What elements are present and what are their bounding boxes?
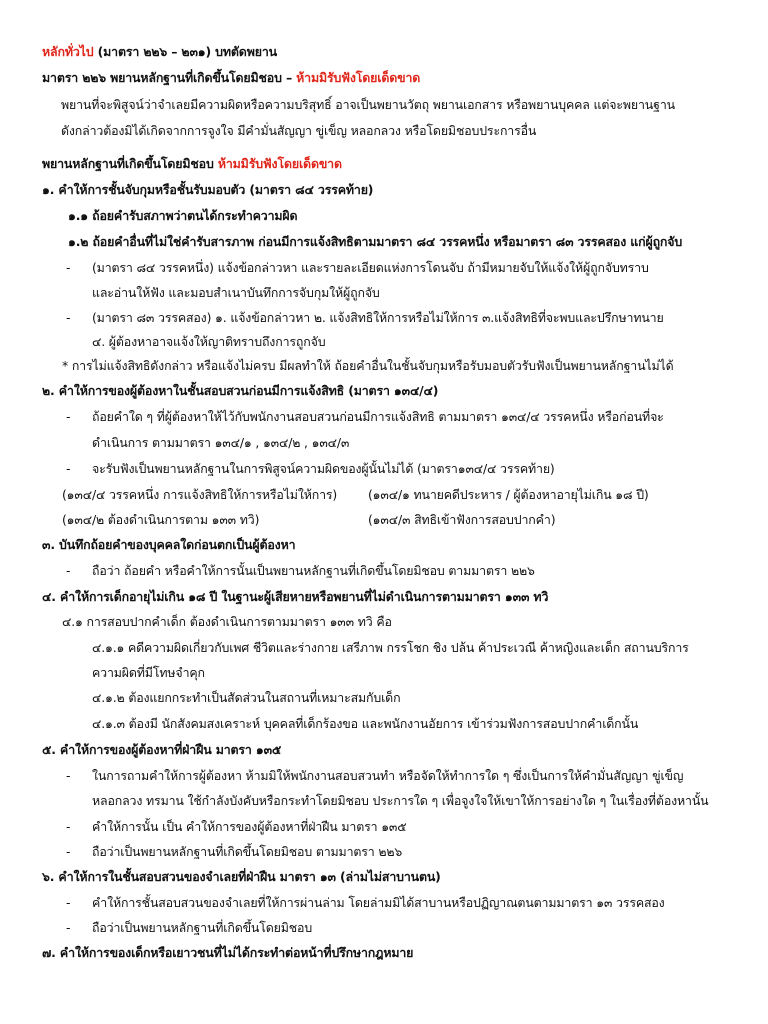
item-2-detail-1-line2: ดำเนินการ ตามมาตรา ๑๓๔/๑ , ๑๓๔/๒ , ๑๓๔/๓ bbox=[92, 435, 350, 450]
item-1-detail-1-line1: (มาตรา ๘๔ วรรคหนึ่ง) แจ้งข้อกล่าวหา และรายละเอียดแห่งการโดนจับ ถ้ามีหมายจับให้แจ้งให้ผู้ถูกจับทราบ bbox=[92, 260, 649, 275]
item-6-detail-1: คำให้การชั้นสอบสวนของจำเลยที่ให้การผ่านล่าม โดยล่ามมิได้สาบานหรือปฏิญาณตนตามมาตรา ๑๓ วรรคสอง bbox=[92, 895, 665, 910]
illegal-evidence-heading: พยานหลักฐานที่เกิดขึ้นโดยมิชอบ ห้ามมิรับฟังโดยเด็ดขาด bbox=[42, 156, 342, 171]
section-226-text-line2: ดังกล่าวต้องมิได้เกิดจากการจูงใจ มีคำมั่นสัญญา ขู่เข็ญ หลอกลวง หรือโดยมิชอบประการอื่น bbox=[61, 123, 537, 138]
item-2-detail-2: จะรับฟังเป็นพยานหลักฐานในการพิสูจน์ความผิดของผู้นั้นไม่ได้ (มาตรา๑๓๔/๔ วรรคท้าย) bbox=[92, 461, 555, 476]
bullet-dash: - bbox=[66, 310, 71, 325]
bullet-dash: - bbox=[66, 260, 71, 275]
item-1-title: ๑. คำให้การชั้นจับกุมหรือชั้นรับมอบตัว (มาตรา ๘๔ วรรคท้าย) bbox=[42, 182, 374, 197]
item-5-detail-3: ถือว่าเป็นพยานหลักฐานที่เกิดขึ้นโดยมิชอบ ตามมาตรา ๒๒๖ bbox=[92, 844, 403, 859]
bullet-dash: - bbox=[66, 844, 71, 859]
item-4-1-1-line2: ความผิดที่มีโทษจำคุก bbox=[92, 665, 205, 680]
item-1-detail-2-line2: ๔. ผู้ต้องหาอาจแจ้งให้ญาติทราบถึงการถูกจับ bbox=[92, 334, 326, 349]
bullet-dash: - bbox=[66, 461, 71, 476]
item-4-title: ๔. คำให้การเด็กอายุไม่เกิน ๑๘ ปี ในฐานะผู้เสียหายหรือพยานที่ไม่ดำเนินการตามมาตรา ๑๓๓ ทวิ bbox=[42, 589, 549, 604]
item-2-ref-134-3: (๑๓๔/๓ สิทธิเข้าฟังการสอบปากคำ) bbox=[368, 512, 556, 527]
item-2-detail-1-line1: ถ้อยคำใด ๆ ที่ผู้ต้องหาให้ไว้กับพนักงานสอบสวนก่อนมีการแจ้งสิทธิ ตามมาตรา ๑๓๔/๔ วรรคหนึ่ง หรือก่อนที่จะ bbox=[92, 409, 664, 424]
item-4-1-2: ๔.๑.๒ ต้องแยกกระทำเป็นสัดส่วนในสถานที่เหมาะสมกับเด็ก bbox=[92, 690, 401, 705]
item-2-ref-134-1: (๑๓๔/๑ ทนายคดีประหาร / ผู้ต้องหาอายุไม่เกิน ๑๘ ปี) bbox=[368, 487, 649, 502]
general-principle-title: หลักทั่วไป (มาตรา ๒๒๖ – ๒๓๑) บทตัดพยาน bbox=[42, 44, 277, 59]
item-7-title: ๗. คำให้การของเด็กหรือเยาวชนที่ไม่ได้กระทำต่อหน้าที่ปรึกษากฎหมาย bbox=[42, 945, 414, 960]
item-3-title: ๓. บันทึกถ้อยคำของบุคคลใดก่อนตกเป็นผู้ต้องหา bbox=[42, 537, 296, 552]
item-4-1: ๔.๑ การสอบปากคำเด็ก ต้องดำเนินการตามมาตรา ๑๓๓ ทวิ คือ bbox=[62, 614, 392, 629]
item-1-2: ๑.๒ ถ้อยคำอื่นที่ไม่ใช่คำรับสารภาพ ก่อนมีการแจ้งสิทธิตามมาตรา ๘๔ วรรคหนึ่ง หรือมาตรา ๘๓ วรรคสอง แก่ผู้ถูกจับ bbox=[68, 234, 683, 249]
item-4-1-3: ๔.๑.๓ ต้องมี นักสังคมสงเคราะห์ บุคคลที่เด็กร้องขอ และพนักงานอัยการ เข้าร่วมฟังการสอบปากคำเด็กนั้น bbox=[92, 716, 639, 731]
item-5-detail-1-line2: หลอกลวง ทรมาน ใช้กำลังบังคับหรือกระทำโดยมิชอบ ประการใด ๆ เพื่อจูงใจให้เขาให้การอย่างใด ๆ ในเรื่องที่ต้องหานั้น bbox=[92, 793, 709, 808]
bullet-dash: - bbox=[66, 819, 71, 834]
item-3-detail-1: ถือว่า ถ้อยคำ หรือคำให้การนั้นเป็นพยานหลักฐานที่เกิดขึ้นโดยมิชอบ ตามมาตรา ๒๒๖ bbox=[92, 563, 535, 578]
item-5-detail-2: คำให้การนั้น เป็น คำให้การของผู้ต้องหาที่ฝ่าฝืน มาตรา ๑๓๕ bbox=[92, 819, 407, 834]
bullet-dash: - bbox=[66, 563, 71, 578]
bullet-dash: - bbox=[66, 920, 71, 935]
item-1-detail-2-line1: (มาตรา ๘๓ วรรคสอง) ๑. แจ้งข้อกล่าวหา ๒. แจ้งสิทธิให้การหรือไม่ให้การ ๓.แจ้งสิทธิที่จะพบและปรึกษาทนาย bbox=[92, 310, 664, 325]
item-1-1: ๑.๑ ถ้อยคำรับสภาพว่าตนได้กระทำความผิด bbox=[68, 208, 298, 223]
item-5-title: ๕. คำให้การของผู้ต้องหาที่ฝ่าฝืน มาตรา ๑๓๕ bbox=[42, 742, 282, 757]
item-2-ref-134-2: (๑๓๔/๒ ต้องดำเนินการตาม ๑๓๓ ทวิ) bbox=[62, 512, 260, 527]
item-2-ref-134-4: (๑๓๔/๔ วรรคหนึ่ง การแจ้งสิทธิให้การหรือไม่ให้การ) bbox=[62, 487, 338, 502]
item-5-detail-1-line1: ในการถามคำให้การผู้ต้องหา ห้ามมิให้พนักงานสอบสวนทำ หรือจัดให้ทำการใด ๆ ซึ่งเป็นการให้คำมั่นสัญญา ขู่เข็ญ bbox=[92, 768, 684, 783]
item-1-detail-1-line2: และอ่านให้ฟัง และมอบสำเนาบันทึกการจับกุมให้ผู้ถูกจับ bbox=[92, 285, 380, 300]
bullet-dash: - bbox=[66, 768, 71, 783]
item-4-1-1-line1: ๔.๑.๑ คดีความผิดเกี่ยวกับเพศ ชีวิตและร่างกาย เสรีภาพ กรรโชก ชิง ปล้น ค้าประเวณี ค้าหญิงและเด็ก สถานบริการ bbox=[92, 640, 689, 655]
section-226-title: มาตรา ๒๒๖ พยานหลักฐานที่เกิดขึ้นโดยมิชอบ – ห้ามมิรับฟังโดยเด็ดขาด bbox=[42, 70, 421, 85]
item-1-note: * การไม่แจ้งสิทธิดังกล่าว หรือแจ้งไม่ครบ มีผลทำให้ ถ้อยคำอื่นในชั้นจับกุมหรือรับมอบตัวรับฟังเป็นพยานหลักฐานไม่ได้ bbox=[62, 358, 674, 373]
item-6-title: ๖. คำให้การในชั้นสอบสวนของจำเลยที่ฝ่าฝืน มาตรา ๑๓ (ล่ามไม่สาบานตน) bbox=[42, 869, 441, 884]
item-6-detail-2: ถือว่าเป็นพยานหลักฐานที่เกิดขึ้นโดยมิชอบ bbox=[92, 920, 313, 935]
item-2-title: ๒. คำให้การของผู้ต้องหาในชั้นสอบสวนก่อนมีการแจ้งสิทธิ (มาตรา ๑๓๔/๔) bbox=[42, 383, 439, 398]
bullet-dash: - bbox=[66, 409, 71, 424]
bullet-dash: - bbox=[66, 895, 71, 910]
section-226-text-line1: พยานที่จะพิสูจน์ว่าจำเลยมีความผิดหรือความบริสุทธิ์ อาจเป็นพยานวัตถุ พยานเอกสาร หรือพยานบุคคล แต่จะพยานฐาน bbox=[61, 97, 675, 112]
